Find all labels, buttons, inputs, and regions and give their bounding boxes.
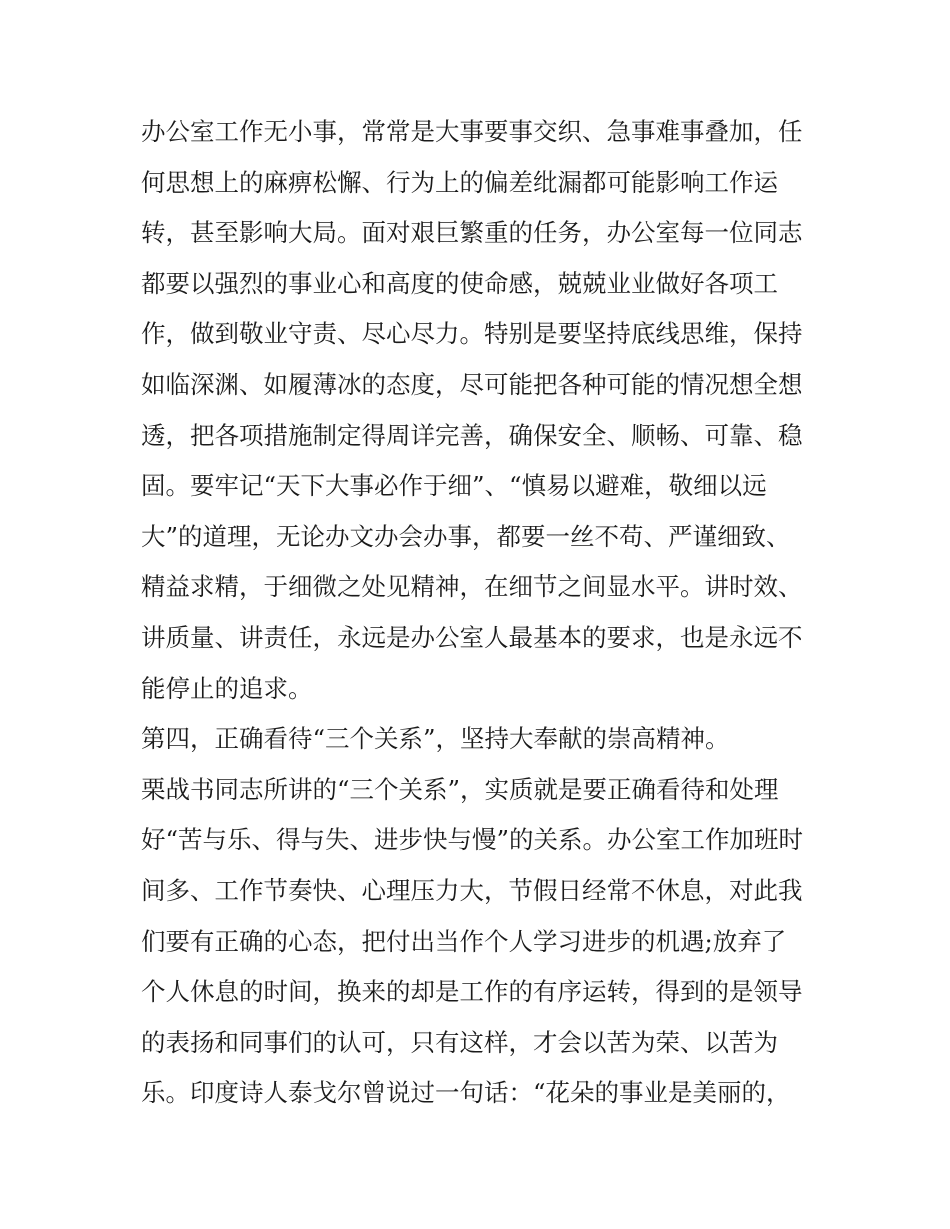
text-line: 固。要牢记“天下大事必作于细”、“慎易以避难，敬细以远 [141,471,767,501]
text-line: 讲质量、讲责任，永远是办公室人最基本的要求，也是永远不 [141,622,803,652]
text-line: 间多、工作节奏快、心理压力大，节假日经常不休息，对此我 [141,875,803,905]
text-line: 办公室工作无小事，常常是大事要事交织、急事难事叠加，任 [141,117,803,146]
section-heading: 第四，正确看待“三个关系”，坚持大奉献的崇高精神。 [141,724,730,754]
text-line: 如临深渊、如履薄冰的态度，尽可能把各种可能的情况想全想 [141,369,803,399]
text-line: 精益求精，于细微之处见精神，在细节之间显水平。讲时效、 [141,572,803,602]
text-line: 作，做到敬业守责、尽心尽力。特别是要坚持底线思维，保持 [141,319,803,349]
text-line: 都要以强烈的事业心和高度的使命感，兢兢业业做好各项工 [141,268,778,298]
text-line: 好“苦与乐、得与失、进步快与慢”的关系。办公室工作加班时 [141,825,804,855]
text-line: 个人休息的时间，换来的却是工作的有序运转，得到的是领导 [141,977,803,1007]
text-line: 乐。印度诗人泰戈尔曾说过一句话：“花朵的事业是美丽的， [141,1078,791,1108]
text-line: 们要有正确的心态，把付出当作个人学习进步的机遇;放弃了 [141,926,787,956]
body-text [141,107,821,1119]
text-line: 大”的道理，无论办文办会办事，都要一丝不苟、严谨细致、 [141,521,791,551]
text-line: 栗战书同志所讲的“三个关系”，实质就是要正确看待和处理 [141,774,779,804]
text-line: 能停止的追求。 [141,673,313,703]
text-line: 的表扬和同事们的认可，只有这样，才会以苦为荣、以苦为 [141,1027,778,1057]
text-line: 何思想上的麻痹松懈、行为上的偏差纰漏都可能影响工作运 [141,167,778,197]
text-line: 透，把各项措施制定得周详完善，确保安全、顺畅、可靠、稳 [141,420,803,450]
text-line: 转，甚至影响大局。面对艰巨繁重的任务，办公室每一位同志 [141,218,803,248]
